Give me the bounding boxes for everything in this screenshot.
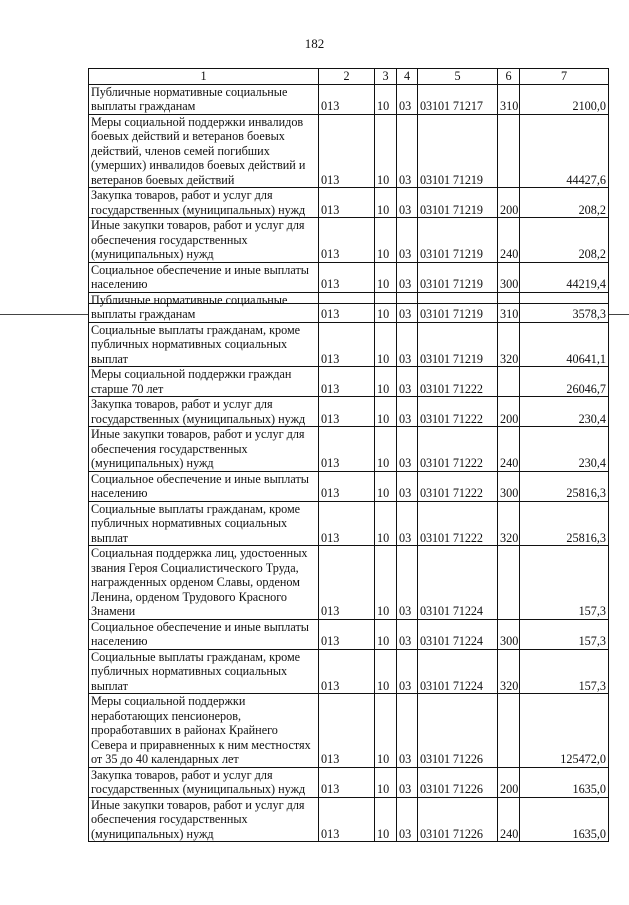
- section-code-cell: 10: [375, 694, 397, 768]
- target-article-cell: 03101 71222: [418, 471, 498, 501]
- expense-type-cell: 320: [498, 501, 520, 546]
- ministry-code-cell: 013: [319, 84, 375, 114]
- row-name-cell: Публичные нормативные социальные выплаты гражданам: [89, 84, 319, 114]
- ministry-code-cell: 013: [319, 501, 375, 546]
- amount-cell: 208,2: [520, 218, 609, 263]
- column-header: 4: [397, 69, 418, 85]
- section-code-cell: 10: [375, 218, 397, 263]
- target-article-cell: 03101 71222: [418, 501, 498, 546]
- expense-type-cell: 240: [498, 797, 520, 842]
- scan-line-left: [0, 314, 88, 315]
- amount-cell: 230,4: [520, 397, 609, 427]
- subsection-code-cell: 03: [397, 471, 418, 501]
- subsection-code-cell: 03: [397, 501, 418, 546]
- column-header: 3: [375, 69, 397, 85]
- section-code-cell: 10: [375, 649, 397, 694]
- expense-type-cell: 310: [498, 84, 520, 114]
- ministry-code-cell: 013: [319, 397, 375, 427]
- amount-cell: 25816,3: [520, 471, 609, 501]
- table-row: [89, 292, 609, 322]
- section-code-cell: 10: [375, 322, 397, 367]
- subsection-code-cell: 03: [397, 767, 418, 797]
- ministry-code-cell: 013: [319, 694, 375, 768]
- subsection-code-cell: 03: [397, 546, 418, 620]
- section-code-cell: 10: [375, 427, 397, 472]
- section-code-cell: 10: [375, 501, 397, 546]
- expense-type-cell: 200: [498, 397, 520, 427]
- target-article-cell: 03101 71219: [418, 322, 498, 367]
- subsection-code-cell: 03: [397, 427, 418, 472]
- target-article-cell: 03101 71222: [418, 397, 498, 427]
- ministry-code-cell: 013: [319, 322, 375, 367]
- row-name-cell: Социальные выплаты гражданам, кроме публичных нормативных социальных выплат: [89, 649, 319, 694]
- amount-cell: 44219,4: [520, 262, 609, 292]
- table-row: [89, 114, 609, 188]
- ministry-code-cell: 013: [319, 114, 375, 188]
- expense-type-cell: [498, 114, 520, 188]
- row-name-cell: Меры социальной поддержки инвалидов боевых действий и ветеранов боевых действий, членов семей погибших (умерших) инвалидов боевых действий и ветеранов боевых действий: [89, 114, 319, 188]
- table-row: [89, 397, 609, 427]
- table-row: [89, 649, 609, 694]
- ministry-code-cell: 013: [319, 218, 375, 263]
- target-article-cell: 03101 71224: [418, 649, 498, 694]
- table-row: [89, 262, 609, 292]
- amount-cell: 1635,0: [520, 797, 609, 842]
- column-header: 1: [89, 69, 319, 85]
- table-row: [89, 427, 609, 472]
- target-article-cell: 03101 71222: [418, 367, 498, 397]
- section-code-cell: 10: [375, 546, 397, 620]
- scan-line-right: [608, 314, 629, 315]
- subsection-code-cell: 03: [397, 322, 418, 367]
- expense-type-cell: 310: [498, 292, 520, 322]
- ministry-code-cell: 013: [319, 619, 375, 649]
- expense-type-cell: 300: [498, 262, 520, 292]
- target-article-cell: 03101 71226: [418, 694, 498, 768]
- section-code-cell: 10: [375, 292, 397, 322]
- expense-type-cell: 320: [498, 649, 520, 694]
- target-article-cell: 03101 71226: [418, 797, 498, 842]
- budget-table: [88, 68, 609, 842]
- target-article-cell: 03101 71222: [418, 427, 498, 472]
- target-article-cell: 03101 71219: [418, 114, 498, 188]
- amount-cell: 157,3: [520, 619, 609, 649]
- ministry-code-cell: 013: [319, 797, 375, 842]
- subsection-code-cell: 03: [397, 188, 418, 218]
- expense-type-cell: 300: [498, 471, 520, 501]
- table-row: [89, 471, 609, 501]
- subsection-code-cell: 03: [397, 649, 418, 694]
- row-name-cell: Социальное обеспечение и иные выплаты населению: [89, 262, 319, 292]
- row-name-cell: Социальные выплаты гражданам, кроме публичных нормативных социальных выплат: [89, 322, 319, 367]
- subsection-code-cell: 03: [397, 218, 418, 263]
- row-name-cell: Социальные выплаты гражданам, кроме публичных нормативных социальных выплат: [89, 501, 319, 546]
- row-name-cell: Иные закупки товаров, работ и услуг для обеспечения государственных (муниципальных) нужд: [89, 218, 319, 263]
- ministry-code-cell: 013: [319, 188, 375, 218]
- table-row: [89, 619, 609, 649]
- subsection-code-cell: 03: [397, 694, 418, 768]
- section-code-cell: 10: [375, 797, 397, 842]
- expense-type-cell: 200: [498, 767, 520, 797]
- target-article-cell: 03101 71226: [418, 767, 498, 797]
- row-name-cell: Социальное обеспечение и иные выплаты населению: [89, 471, 319, 501]
- row-name-cell: Социальная поддержка лиц, удостоенных звания Героя Социалистического Труда, награжденных орденом Славы, орденом Ленина, орденом Трудового Красного Знамени: [89, 546, 319, 620]
- target-article-cell: 03101 71219: [418, 188, 498, 218]
- subsection-code-cell: 03: [397, 262, 418, 292]
- amount-cell: 157,3: [520, 546, 609, 620]
- subsection-code-cell: 03: [397, 84, 418, 114]
- section-code-cell: 10: [375, 84, 397, 114]
- amount-cell: 1635,0: [520, 767, 609, 797]
- ministry-code-cell: 013: [319, 292, 375, 322]
- table-row: [89, 501, 609, 546]
- table-row: [89, 367, 609, 397]
- amount-cell: 208,2: [520, 188, 609, 218]
- column-header: 7: [520, 69, 609, 85]
- header-row: [89, 69, 609, 85]
- table-row: [89, 188, 609, 218]
- target-article-cell: 03101 71219: [418, 262, 498, 292]
- section-code-cell: 10: [375, 471, 397, 501]
- row-name-cell: Закупка товаров, работ и услуг для государственных (муниципальных) нужд: [89, 397, 319, 427]
- table-row: [89, 694, 609, 768]
- ministry-code-cell: 013: [319, 262, 375, 292]
- expense-type-cell: 200: [498, 188, 520, 218]
- expense-type-cell: 320: [498, 322, 520, 367]
- row-name-cell: Закупка товаров, работ и услуг для государственных (муниципальных) нужд: [89, 188, 319, 218]
- expense-type-cell: [498, 546, 520, 620]
- target-article-cell: 03101 71219: [418, 218, 498, 263]
- amount-cell: 230,4: [520, 427, 609, 472]
- target-article-cell: 03101 71217: [418, 84, 498, 114]
- column-header: 2: [319, 69, 375, 85]
- subsection-code-cell: 03: [397, 114, 418, 188]
- row-name-cell: Меры социальной поддержки неработающих пенсионеров, проработавших в районах Крайнего Севера и приравненных к ним местностях от 35 до 40 календарных лет: [89, 694, 319, 768]
- row-name-cell: Закупка товаров, работ и услуг для государственных (муниципальных) нужд: [89, 767, 319, 797]
- amount-cell: 125472,0: [520, 694, 609, 768]
- section-code-cell: 10: [375, 767, 397, 797]
- section-code-cell: 10: [375, 619, 397, 649]
- expense-type-cell: [498, 694, 520, 768]
- subsection-code-cell: 03: [397, 797, 418, 842]
- row-name-cell: Публичные нормативные социальные выплаты гражданам: [89, 292, 319, 322]
- table-row: [89, 322, 609, 367]
- expense-type-cell: 240: [498, 218, 520, 263]
- amount-cell: 25816,3: [520, 501, 609, 546]
- amount-cell: 2100,0: [520, 84, 609, 114]
- table-row: [89, 84, 609, 114]
- target-article-cell: 03101 71224: [418, 546, 498, 620]
- row-name-cell: Меры социальной поддержки граждан старше 70 лет: [89, 367, 319, 397]
- amount-cell: 44427,6: [520, 114, 609, 188]
- amount-cell: 3578,3: [520, 292, 609, 322]
- expense-type-cell: 300: [498, 619, 520, 649]
- amount-cell: 40641,1: [520, 322, 609, 367]
- section-code-cell: 10: [375, 367, 397, 397]
- target-article-cell: 03101 71219: [418, 292, 498, 322]
- page-number: 182: [304, 36, 325, 51]
- subsection-code-cell: 03: [397, 619, 418, 649]
- section-code-cell: 10: [375, 397, 397, 427]
- column-header: 6: [498, 69, 520, 85]
- table-row: [89, 218, 609, 263]
- ministry-code-cell: 013: [319, 367, 375, 397]
- amount-cell: 26046,7: [520, 367, 609, 397]
- subsection-code-cell: 03: [397, 292, 418, 322]
- row-name-cell: Иные закупки товаров, работ и услуг для обеспечения государственных (муниципальных) нужд: [89, 797, 319, 842]
- ministry-code-cell: 013: [319, 649, 375, 694]
- subsection-code-cell: 03: [397, 397, 418, 427]
- table-row: [89, 797, 609, 842]
- ministry-code-cell: 013: [319, 427, 375, 472]
- ministry-code-cell: 013: [319, 767, 375, 797]
- expense-type-cell: [498, 367, 520, 397]
- section-code-cell: 10: [375, 188, 397, 218]
- table-row: [89, 546, 609, 620]
- ministry-code-cell: 013: [319, 546, 375, 620]
- column-header: 5: [418, 69, 498, 85]
- subsection-code-cell: 03: [397, 367, 418, 397]
- ministry-code-cell: 013: [319, 471, 375, 501]
- amount-cell: 157,3: [520, 649, 609, 694]
- row-name-cell: Иные закупки товаров, работ и услуг для обеспечения государственных (муниципальных) нужд: [89, 427, 319, 472]
- row-name-cell: Социальное обеспечение и иные выплаты населению: [89, 619, 319, 649]
- target-article-cell: 03101 71224: [418, 619, 498, 649]
- section-code-cell: 10: [375, 262, 397, 292]
- expense-type-cell: 240: [498, 427, 520, 472]
- section-code-cell: 10: [375, 114, 397, 188]
- table-row: [89, 767, 609, 797]
